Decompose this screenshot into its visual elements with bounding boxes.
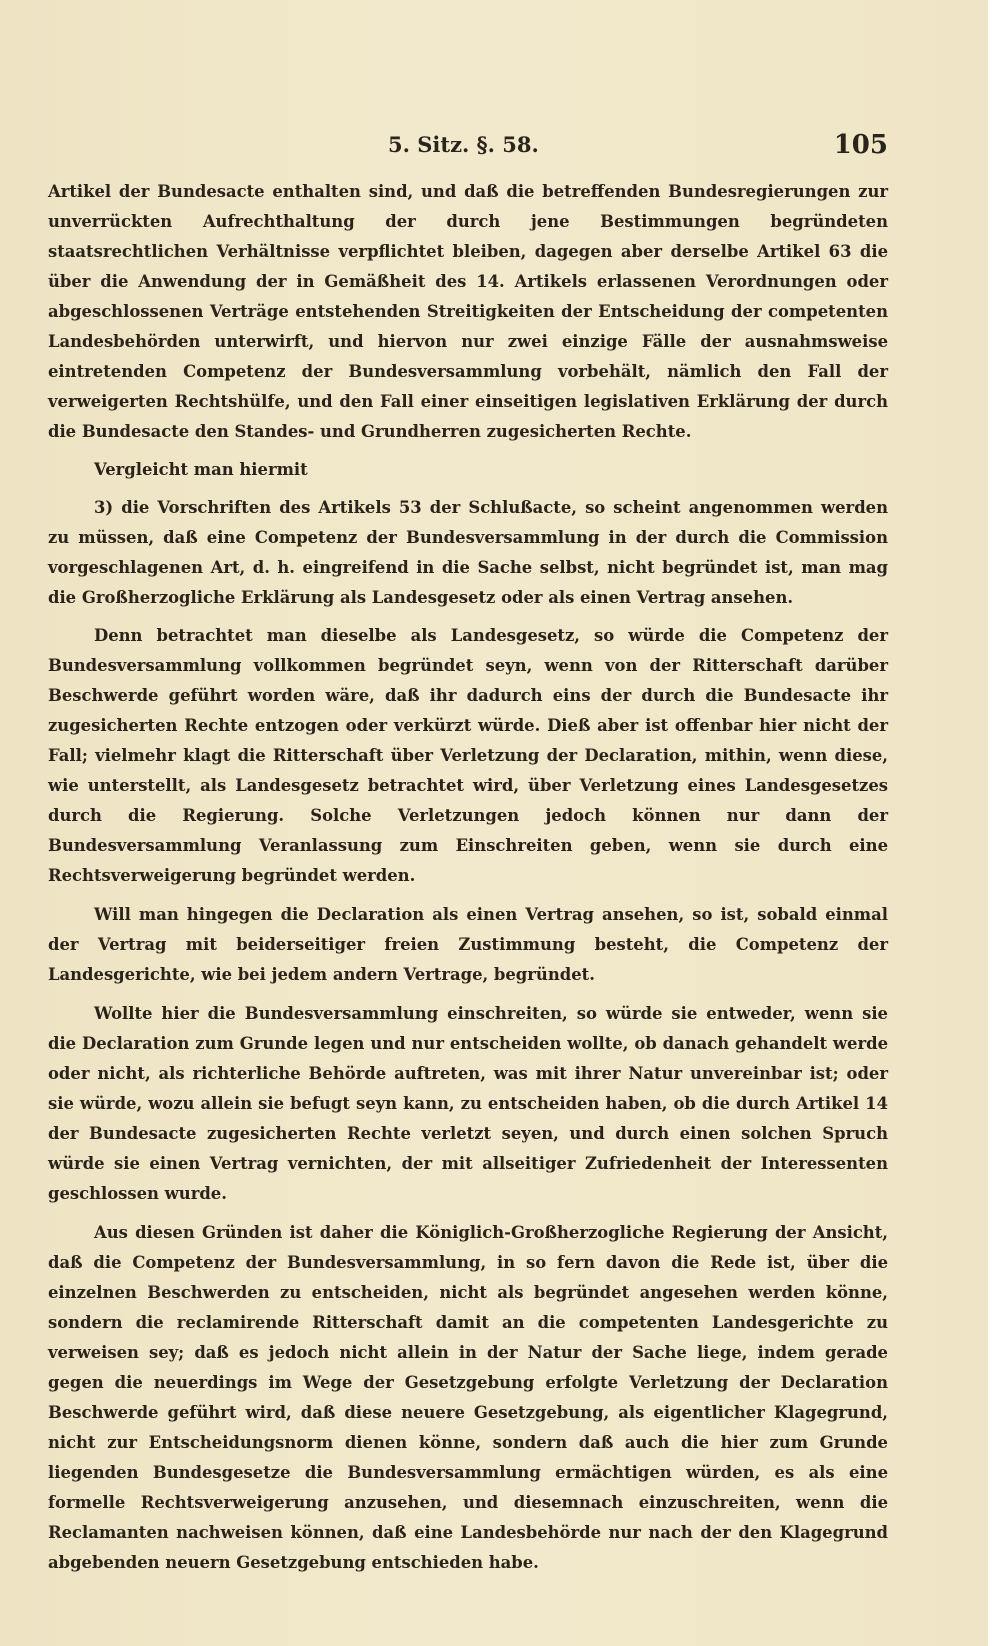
running-head: 5. Sitz. §. 58. [388,132,539,157]
paragraph-3: 3) die Vorschriften des Artikels 53 der Schlußacte, so scheint angenommen werden zu müssen, daß eine Competenz der Bundesversammlung in der durch die Commission vorgeschlagenen Art, d. h. eingreifend in die Sache selbst, nicht begründet ist, man mag die Großherzogliche Erklärung als Landesgesetz oder als einen Vertrag ansehen. [48,498,888,607]
scan-margin [988,0,1000,1646]
paragraph-5: Will man hingegen die Declaration als einen Vertrag ansehen, so ist, sobald einmal der Vertrag mit beiderseitiger freien Zustimmung besteht, die Competenz der Landesgerichte, wie bei jedem andern Vertrage, begründet. [48,905,888,984]
page-header [48,130,888,170]
paragraph-6: Wollte hier die Bundesversammlung einschreiten, so würde sie entweder, wenn sie die Declaration zum Grunde legen und nur entscheiden wollte, ob danach gehandelt werde oder nicht, als richterliche Behörde auftreten, was mit ihrer Natur unvereinbar ist; oder sie würde, wozu allein sie befugt seyn kann, zu entscheiden haben, ob die durch Artikel 14 der Bundesacte zugesicherten Rechte verletzt seyen, und durch einen solchen Spruch würde sie einen Vertrag vernichten, der mit allseitiger Zufriedenheit der Interessenten geschlossen wurde. [48,1004,888,1203]
paragraph-4: Denn betrachtet man dieselbe als Landesgesetz, so würde die Competenz der Bundesversammlung vollkommen begründet seyn, wenn von der Ritterschaft darüber Beschwerde geführt worden wäre, daß ihr dadurch eins der durch die Bundesacte ihr zugesicherten Rechte entzogen oder verkürzt würde. Dieß aber ist offenbar hier nicht der Fall; vielmehr klagt die Ritterschaft über Verletzung der Declaration, mithin, wenn diese, wie unterstellt, als Landesgesetz betrachtet wird, über Verletzung eines Landesgesetzes durch die Regierung. Solche Verletzungen jedoch können nur dann der Bundesversammlung Veranlassung zum Einschreiten geben, wenn sie durch eine Rechtsverweigerung begründet werden. [48,626,888,885]
paragraph-2: Vergleicht man hiermit [94,460,308,479]
page-number: 105 [833,130,888,160]
body-text [48,177,888,1578]
paragraph-7: Aus diesen Gründen ist daher die Königlich-Großherzogliche Regierung der Ansicht, daß die Competenz der Bundesversammlung, in so fern davon die Rede ist, über die einzelnen Beschwerden zu entscheiden, nicht als begründet angesehen werden könne, sondern die reclamirende Ritterschaft damit an die competenten Landesgerichte zu verweisen sey; daß es jedoch nicht allein in der Natur der Sache liege, indem gerade gegen die neuerdings im Wege der Gesetzgebung erfolgte Verletzung der Declaration Beschwerde geführt wird, daß diese neuere Gesetzgebung, als eigentlicher Klagegrund, nicht zur Entscheidungsnorm dienen könne, sondern daß auch die hier zum Grunde liegenden Bundesgesetze die Bundesversammlung ermächtigen würden, es als eine formelle Rechtsverweigerung anzusehen, und diesemnach einzuschreiten, wenn die Reclamanten nachweisen können, daß eine Landesbehörde nur nach der den Klagegrund abgebenden neuern Gesetzgebung entschieden habe. [48,1223,888,1572]
paragraph-1: Artikel der Bundesacte enthalten sind, und daß die betreffenden Bundesregierungen zur unverrückten Aufrechthaltung der durch jene Bestimmungen begründeten staatsrechtlichen Verhältnisse verpflichtet bleiben, dagegen aber derselbe Artikel 63 die über die Anwendung der in Gemäßheit des 14. Artikels erlassenen Verordnungen oder abgeschlossenen Verträge entstehenden Streitigkeiten der Entscheidung der competenten Landesbehörden unterwirft, und hiervon nur zwei einzige Fälle der ausnahmsweise eintretenden Competenz der Bundesversammlung vorbehält, nämlich den Fall der verweigerten Rechtshülfe, und den Fall einer einseitigen legislativen Erklärung der durch die Bundesacte den Standes- und Grundherren zugesicherten Rechte. [48,182,888,441]
